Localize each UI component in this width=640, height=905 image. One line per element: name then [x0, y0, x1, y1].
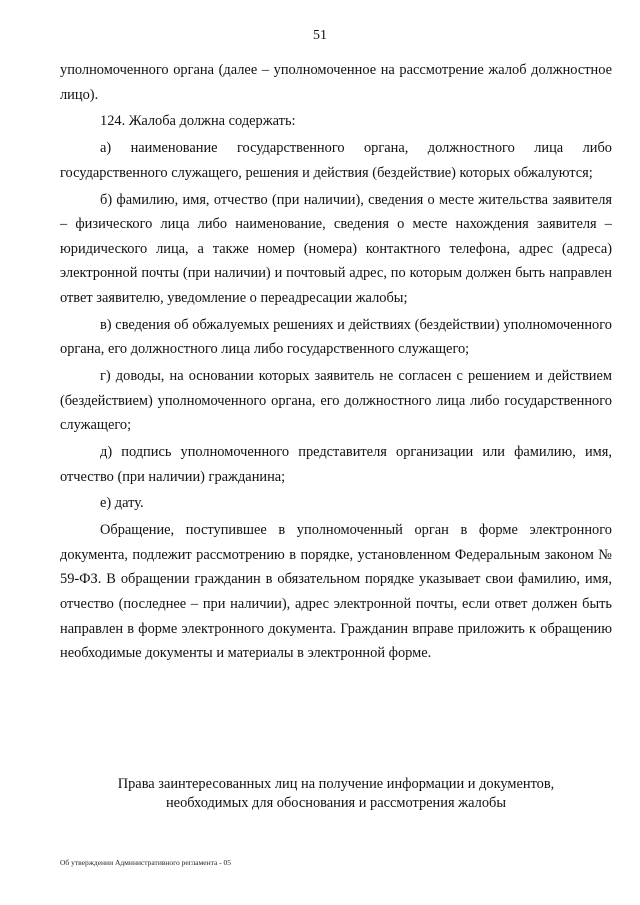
document-body [60, 58, 612, 668]
section-heading-line-1: Права заинтересованных лиц на получение информации и документов, [117, 776, 555, 792]
page-number: 51 [313, 28, 327, 43]
section-heading [60, 775, 612, 813]
paragraph-item-a: а) наименование государственного органа, должностного лица либо государственного служащего, решения и действия (бездействие) которых обжалуются; [60, 140, 612, 181]
paragraph-item-g: г) доводы, на основании которых заявитель не согласен с решением и действием (бездействием) уполномоченного органа, его должностного лица либо государственного служащего; [60, 368, 612, 434]
page-footer: Об утверждении Административного регламента - 05 [60, 858, 232, 867]
paragraph-item-d: д) подпись уполномоченного представителя организации или фамилию, имя, отчество (при наличии) гражданина; [60, 444, 612, 485]
paragraph-item-b: б) фамилию, имя, отчество (при наличии), сведения о месте жительства заявителя – физического лица либо наименование, сведения о месте нахождения заявителя – юридического лица, а также номер (номера) контактного телефона, адрес (адреса) электронной почты (при наличии) и почтовый адрес, по которым должен быть направлен ответ заявителю, уведомление о переадресации жалобы; [60, 191, 612, 306]
paragraph-item-v: в) сведения об обжалуемых решениях и действиях (бездействии) уполномоченного органа, его должностного лица либо государственного служащего; [60, 316, 612, 358]
paragraph-124-intro: 124. Жалоба должна содержать: [100, 113, 296, 130]
paragraph-item-e: е) дату. [100, 495, 144, 512]
paragraph-continuation: уполномоченного органа (далее – уполномоченное на рассмотрение жалоб должностное лицо). [60, 62, 612, 103]
section-heading-line-2: необходимых для обоснования и рассмотрения жалобы [165, 795, 507, 811]
paragraph-electronic-appeal: Обращение, поступившее в уполномоченный орган в форме электронного документа, подлежит рассмотрению в порядке, установленном Федеральным законом № 59-ФЗ. В обращении гражданин в обязательном порядке указывает свои фамилию, имя, отчество (последнее – при наличии), адрес электронной почты, если ответ должен быть направлен в форме электронного документа. Гражданин вправе приложить к обращению необходимые документы и материалы в электронной форме. [60, 522, 612, 662]
